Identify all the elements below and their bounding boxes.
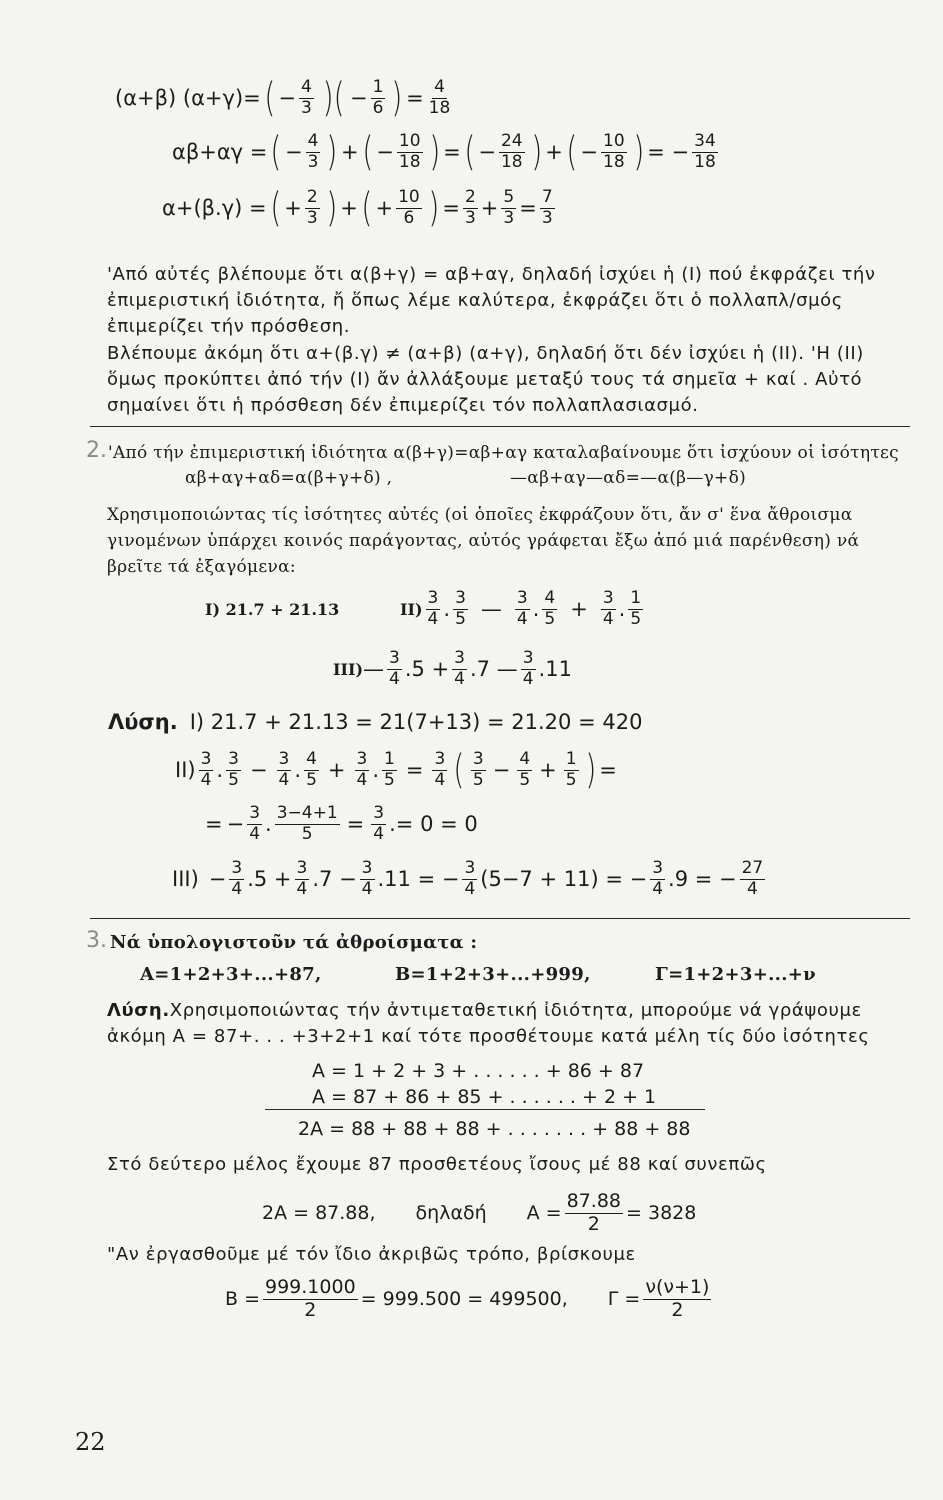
identity-2: —αβ+αγ—αδ=—α(β—γ+δ) xyxy=(510,468,747,488)
row-2: Α = 87 + 86 + 85 + . . . . . . + 2 + 1 xyxy=(312,1086,657,1108)
sum-rule xyxy=(265,1109,705,1110)
final-a-eq: 2Α = 87.88, δηλαδή Α = $\frac{87.88}{2}$ = 3828 xyxy=(262,1190,697,1235)
solution-3: ΙΙΙ) − $\frac{3}{4}$ .5 + $\frac{3}{4}$ .7 − $\frac{3}{4}$ .11 = − $\frac{3}{4}$ (5−7 + 11) = − $\frac{3}{4}$ .9 = − $\frac{27}{4}$ xyxy=(172,858,764,899)
fraction: $\frac{10}{6}$ xyxy=(398,186,420,228)
section-2-intro: 'Από τήν ἐπιμεριστική ἰδιότητα α(β+γ)=αβ+αγ καταλαβαίνουμε ὅτι ἰσχύουν οἱ ἰσότητες xyxy=(108,443,899,463)
row-1: Α = 1 + 2 + 3 + . . . . . . + 86 + 87 xyxy=(312,1060,645,1082)
fraction: $\frac{2}{3}$ xyxy=(464,186,476,228)
fraction: $\frac{10}{18}$ xyxy=(603,130,625,172)
fraction: $\frac{5}{3}$ xyxy=(503,186,515,228)
fraction: $\frac{4}{18}$ xyxy=(428,76,451,118)
fraction: $\frac{\nu(\nu+1)}{2}$ xyxy=(645,1276,710,1321)
fraction: $\frac{87.88}{2}$ xyxy=(566,1190,622,1235)
section-3-marker: 3. xyxy=(86,928,107,953)
fraction: $\frac{4}{3}$ xyxy=(307,130,319,172)
page-number: 22 xyxy=(75,1428,106,1456)
fraction: $\frac{34}{18}$ xyxy=(694,130,716,172)
section-divider-2 xyxy=(90,918,910,919)
section-3-title: Νά ὑπολογιστοῦν τά ἀθροίσματα : xyxy=(110,932,478,953)
sum-b: Β=1+2+3+...+999, xyxy=(395,964,591,985)
exercise-2: ΙΙ) $\frac{3}{4}$ . $\frac{3}{5}$ — $\frac{3}{4}$ . $\frac{4}{5}$ + $\frac{3}{4}$ . $\frac{1}{5}$ xyxy=(400,588,642,629)
final-b-eq: Β = $\frac{999.1000}{2}$ = 999.500 = 499500, Γ = $\frac{\nu(\nu+1)}{2}$ xyxy=(225,1276,710,1321)
fraction: $\frac{24}{18}$ xyxy=(500,130,523,172)
line-after: Στό δεύτερο μέλος ἔχουμε 87 προσθετέους ἴσους μέ 88 καί συνεπῶς xyxy=(107,1154,767,1175)
section-3-solution: Λύση.Χρησιμοποιώντας τήν ἀντιμεταθετική ἰδιότητα, μπορούμε νά γράψουμε ἀκόμη Α = 87+. . . +3+2+1 καί τότε προσθέτουμε κατά μέλη τίς δύο ἰσότητες xyxy=(107,1000,870,1047)
eq1-lhs: (α+β) (α+γ)= xyxy=(115,86,261,110)
fraction: $\frac{7}{3}$ xyxy=(541,186,553,228)
fraction: $\frac{10}{18}$ xyxy=(398,130,421,172)
fraction: $\frac{999.1000}{2}$ xyxy=(265,1276,356,1321)
solution-2b: = − $\frac{3}{4}$ . $\frac{3-4+1}{5}$ = $\frac{3}{4}$ . = 0 = 0 xyxy=(205,803,478,844)
fraction: $\frac{4}{3}$ xyxy=(300,76,312,118)
section-2-marker: 2. xyxy=(86,438,107,463)
fraction: $\frac{2}{3}$ xyxy=(306,186,318,228)
row-3: 2Α = 88 + 88 + 88 + . . . . . . . + 88 + 88 xyxy=(298,1118,691,1140)
equation-2: αβ+αγ = ( − $\frac{4}{3}$ ) + ( − $\frac{10}{18}$ ) = ( − $\frac{24}{18}$ ) + ( − $\frac{10}{18}$ ) = − $\frac{34}{18}$ xyxy=(172,129,716,175)
section-2-task: Χρησιμοποιώντας τίς ἰσότητες αὐτές (οἱ ὁποῖες ἐκφράζουν ὅτι, ἄν σ' ἕνα ἄθροισμα γινομένων ὑπάρχει κοινός παράγοντας, αὐτός γράφεται ἔξω ἀπό μιά παρένθεση) νά βρεῖτε τά ἐξαγόμενα: xyxy=(107,505,860,577)
fraction: $\frac{1}{6}$ xyxy=(372,76,384,118)
solution-1: Λύση. Ι) 21.7 + 21.13 = 21(7+13) = 21.20 = 420 xyxy=(108,710,643,734)
sum-g: Γ=1+2+3+...+ν xyxy=(655,964,816,985)
section-divider xyxy=(90,426,910,427)
identity-1: αβ+αγ+αδ=α(β+γ+δ) , xyxy=(185,468,393,488)
paragraph-2: Βλέπουμε ἀκόμη ὅτι α+(β.γ) ≠ (α+β) (α+γ), δηλαδή ὅτι δέν ἰσχύει ἡ (ΙΙ). 'Η (ΙΙ) ὅμως προκύπτει ἀπό τήν (Ι) ἄν ἀλλάξουμε μεταξύ τους τά σημεῖα + καί . Αὐτό σημαίνει ὅτι ἡ πρόσθεση δέν ἐπιμερίζει τόν πολλαπλασιασμό. xyxy=(107,343,864,416)
exercise-1: Ι) 21.7 + 21.13 xyxy=(205,600,340,619)
solution-2: ΙΙ) $\frac{3}{4}$ . $\frac{3}{5}$ − $\frac{3}{4}$ . $\frac{4}{5}$ + $\frac{3}{4}$ . $\frac{1}{5}$ = $\frac{3}{4}$ ( $\frac{3}{5}$ − $\frac{4}{5}$ + $\frac{1}{5}$ ) = xyxy=(175,747,617,793)
paragraph-1: 'Από αὐτές βλέπουμε ὅτι α(β+γ) = αβ+αγ, δηλαδή ἰσχύει ἡ (Ι) πού ἐκφράζει τήν ἐπιμεριστική ἰδιότητα, ἤ ὅπως λέμε καλύτερα, ἐκφράζει ὅτι ὁ πολλαπλ/σμός ἐπιμερίζει τήν πρόσθεση. xyxy=(107,264,876,337)
line-after-2: "Αν ἐργασθοῦμε μέ τόν ἴδιο ἀκριβῶς τρόπο, βρίσκουμε xyxy=(107,1244,636,1265)
exercise-3: ΙΙΙ) — $\frac{3}{4}$ .5 + $\frac{3}{4}$ .7 — $\frac{3}{4}$ .11 xyxy=(333,648,572,689)
paren: ( xyxy=(264,75,276,121)
sum-a: Α=1+2+3+...+87, xyxy=(140,964,322,985)
equation-3: α+(β.γ) = ( + $\frac{2}{3}$ ) + ( + $\frac{10}{6}$ ) = $\frac{2}{3}$ + $\frac{5}{3}$ = $\frac{7}{3}$ xyxy=(162,185,553,231)
equation-1: (α+β) (α+γ)= ( − $\frac{4}{3}$ )( − $\frac{1}{6}$ ) = $\frac{4}{18}$ xyxy=(115,75,451,121)
